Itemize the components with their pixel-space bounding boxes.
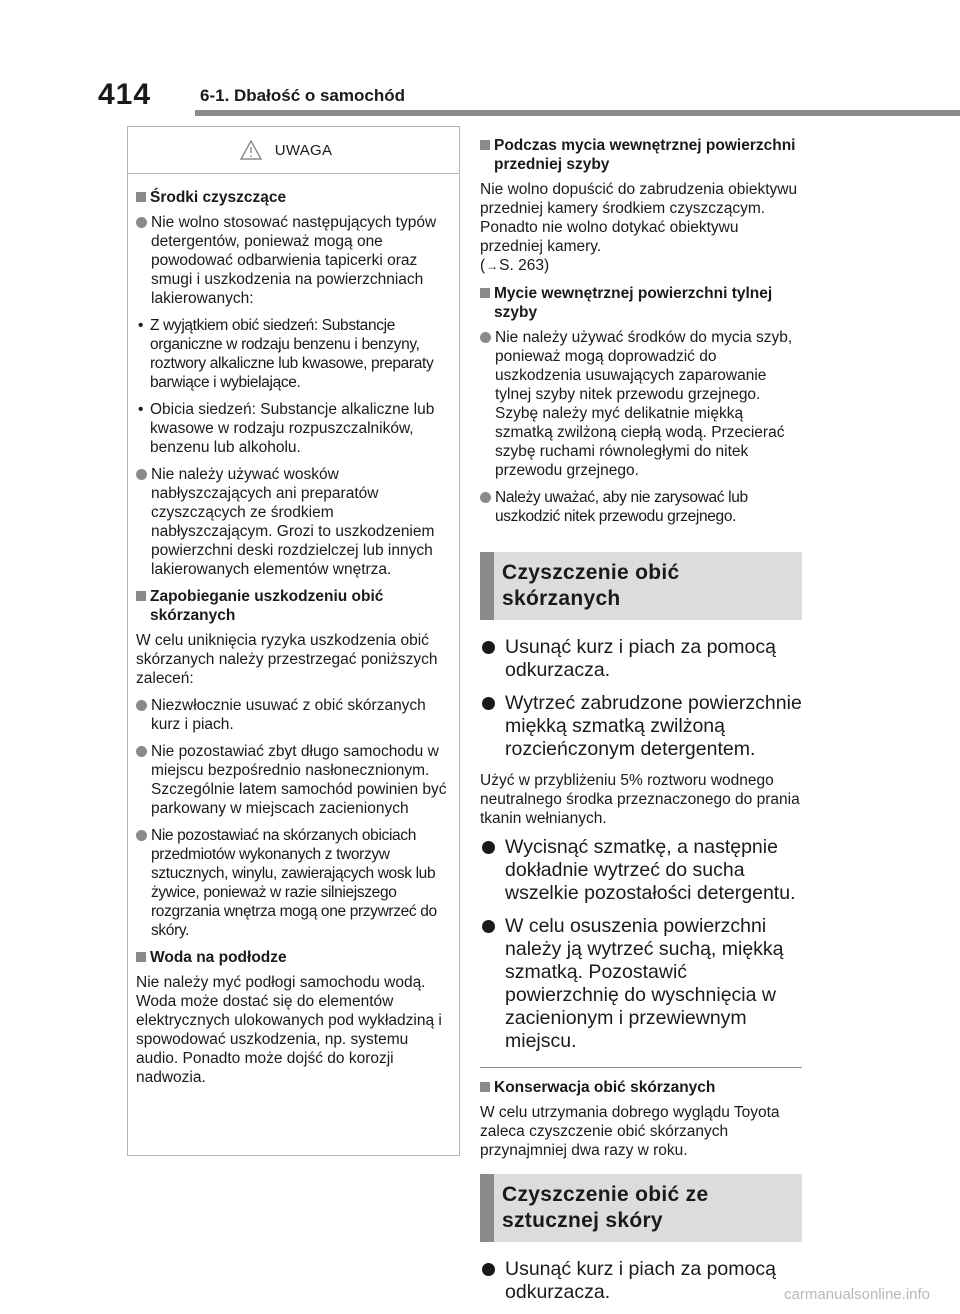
list-item: W celu osuszenia powierzchni należy ją wytrzeć suchą, miękką szmatką. Pozostawić powierzchnię do wyschnięcia w zacienionym i przewiewnym miejscu. bbox=[480, 915, 802, 1053]
list-item: Usunąć kurz i piach za pomocą odkurzacza. bbox=[480, 1258, 802, 1304]
bullet-icon: • bbox=[138, 317, 144, 334]
warning-title: UWAGA bbox=[274, 141, 333, 159]
circle-bullet-icon bbox=[136, 217, 147, 228]
subsection-heading: Zapobieganie uszkodzeniu obić skórzanych bbox=[136, 587, 447, 625]
circle-bullet-icon bbox=[482, 1263, 495, 1276]
subsection-heading: Woda na podłodze bbox=[136, 948, 447, 967]
paragraph: Woda może dostać się do elementów elektrycznych ulokowanych pod wykładziną i spowodować uszkodzenia, np. systemu audio. Ponadto może dojść do korozji nadwozia. bbox=[136, 993, 442, 1086]
square-bullet-icon bbox=[480, 1082, 490, 1092]
paragraph: W celu utrzymania dobrego wyglądu Toyota zaleca czyszczenie obić skórzanych przynajmniej dwa razy w roku. bbox=[480, 1104, 780, 1159]
paragraph: Nie wolno dopuścić do zabrudzenia obiektywu przedniej kamery środkiem czyszczącym. Ponadto nie wolno dotykać obiektywu przedniej kamery. bbox=[480, 181, 798, 255]
circle-bullet-icon bbox=[482, 841, 495, 854]
circle-bullet-icon bbox=[136, 746, 147, 757]
header-rule bbox=[195, 110, 960, 116]
circle-bullet-icon bbox=[482, 697, 495, 710]
arrow-right-icon: → bbox=[486, 259, 499, 273]
square-bullet-icon bbox=[136, 591, 146, 601]
right-column bbox=[480, 126, 802, 1314]
circle-bullet-icon bbox=[480, 332, 491, 343]
square-bullet-icon bbox=[136, 192, 146, 202]
list-item: • Z wyjątkiem obić siedzeń: Substancje organiczne w rodzaju benzenu i benzyny, roztwory alkaliczne lub kwasowe, preparaty barwiące i wybielające. bbox=[138, 317, 434, 391]
divider bbox=[480, 1067, 802, 1068]
page-title: 6-1. Dbałość o samochód bbox=[200, 86, 405, 105]
subsection-heading: Podczas mycia wewnętrznej powierzchni przedniej szyby bbox=[480, 136, 802, 174]
square-bullet-icon bbox=[480, 288, 490, 298]
warning-box bbox=[127, 126, 460, 1156]
list-item: Nie należy używać środków do mycia szyb, ponieważ mogą doprowadzić do uszkodzenia usuwających zaparowanie tylnej szyby nitek przewodu grzejnego. Szybę należy myć delikatnie miękką szmatką zwilżoną ciepłą wodą. Przecierać szybę ruchami równoległymi do nitek przewodu grzejnego. bbox=[480, 328, 802, 480]
circle-bullet-icon bbox=[136, 700, 147, 711]
circle-bullet-icon bbox=[480, 492, 491, 503]
subsection-heading: Środki czyszczące bbox=[136, 188, 447, 207]
bullet-icon: • bbox=[138, 401, 144, 418]
list-item: Należy uważać, aby nie zarysować lub uszkodzić nitek przewodu grzejnego. bbox=[480, 488, 802, 526]
circle-bullet-icon bbox=[136, 469, 147, 480]
paragraph: W celu uniknięcia ryzyka uszkodzenia obić skórzanych należy przestrzegać poniższych zaleceń: bbox=[136, 632, 438, 687]
list-item: Wycisnąć szmatkę, a następnie dokładnie wytrzeć do sucha wszelkie pozostałości detergentu. bbox=[480, 836, 802, 905]
warning-header bbox=[128, 127, 459, 174]
watermark: carmanualsonline.info bbox=[784, 1286, 930, 1303]
section-heading: Czyszczenie obić skórzanych bbox=[480, 552, 802, 620]
list-item: Nie należy używać wosków nabłyszczających ani preparatów czyszczących ze środkiem nabłyszczającym. Grozi to uszkodzeniem powierzchni deski rozdzielczej lub innych lakierowanych elementów wnętrza. bbox=[136, 465, 447, 579]
list-item: Wytrzeć zabrudzone powierzchnie miękką szmatką zwilżoną rozcieńczonym detergentem. bbox=[480, 692, 802, 761]
list-item: Nie pozostawiać zbyt długo samochodu w miejscu bezpośrednio nasłonecznionym. Szczególnie latem samochód powinien być parkowany w miejscach zacienionych bbox=[136, 742, 447, 818]
section-heading: Czyszczenie obić ze sztucznej skóry bbox=[480, 1174, 802, 1242]
square-bullet-icon bbox=[480, 140, 490, 150]
list-item: Niezwłocznie usuwać z obić skórzanych kurz i piach. bbox=[136, 696, 447, 734]
circle-bullet-icon bbox=[482, 641, 495, 654]
paragraph: Nie należy myć podłogi samochodu wodą. bbox=[136, 974, 426, 991]
list-item: Nie pozostawiać na skórzanych obiciach przedmiotów wykonanych z tworzyw sztucznych, winylu, zawierających wosk lub żywice, ponieważ w razie silniejszego rozgrzania wnętrza mogą one przywrzeć do skóry. bbox=[136, 826, 447, 940]
page-number: 414 bbox=[98, 78, 152, 111]
paragraph: Użyć w przybliżeniu 5% roztworu wodnego neutralnego środka przeznaczonego do prania tkanin wełnianych. bbox=[480, 772, 800, 827]
page-reference: (→S. 263) bbox=[480, 257, 550, 274]
warning-triangle-icon bbox=[239, 139, 263, 161]
circle-bullet-icon bbox=[482, 920, 495, 933]
circle-bullet-icon bbox=[136, 830, 147, 841]
subsection-heading: Konserwacja obić skórzanych bbox=[480, 1078, 802, 1097]
list-item: • Obicia siedzeń: Substancje alkaliczne lub kwasowe w rodzaju rozpuszczalników, benzenu lub alkoholu. bbox=[138, 401, 435, 456]
list-item: Usunąć kurz i piach za pomocą odkurzacza. bbox=[480, 636, 802, 682]
subsection-heading: Mycie wewnętrznej powierzchni tylnej szyby bbox=[480, 284, 802, 322]
list-item: Nie wolno stosować następujących typów detergentów, ponieważ mogą one powodować odbarwienia tapicerki oraz smugi i uszkodzenia na powierzchniach lakierowanych: bbox=[136, 213, 447, 308]
square-bullet-icon bbox=[136, 952, 146, 962]
